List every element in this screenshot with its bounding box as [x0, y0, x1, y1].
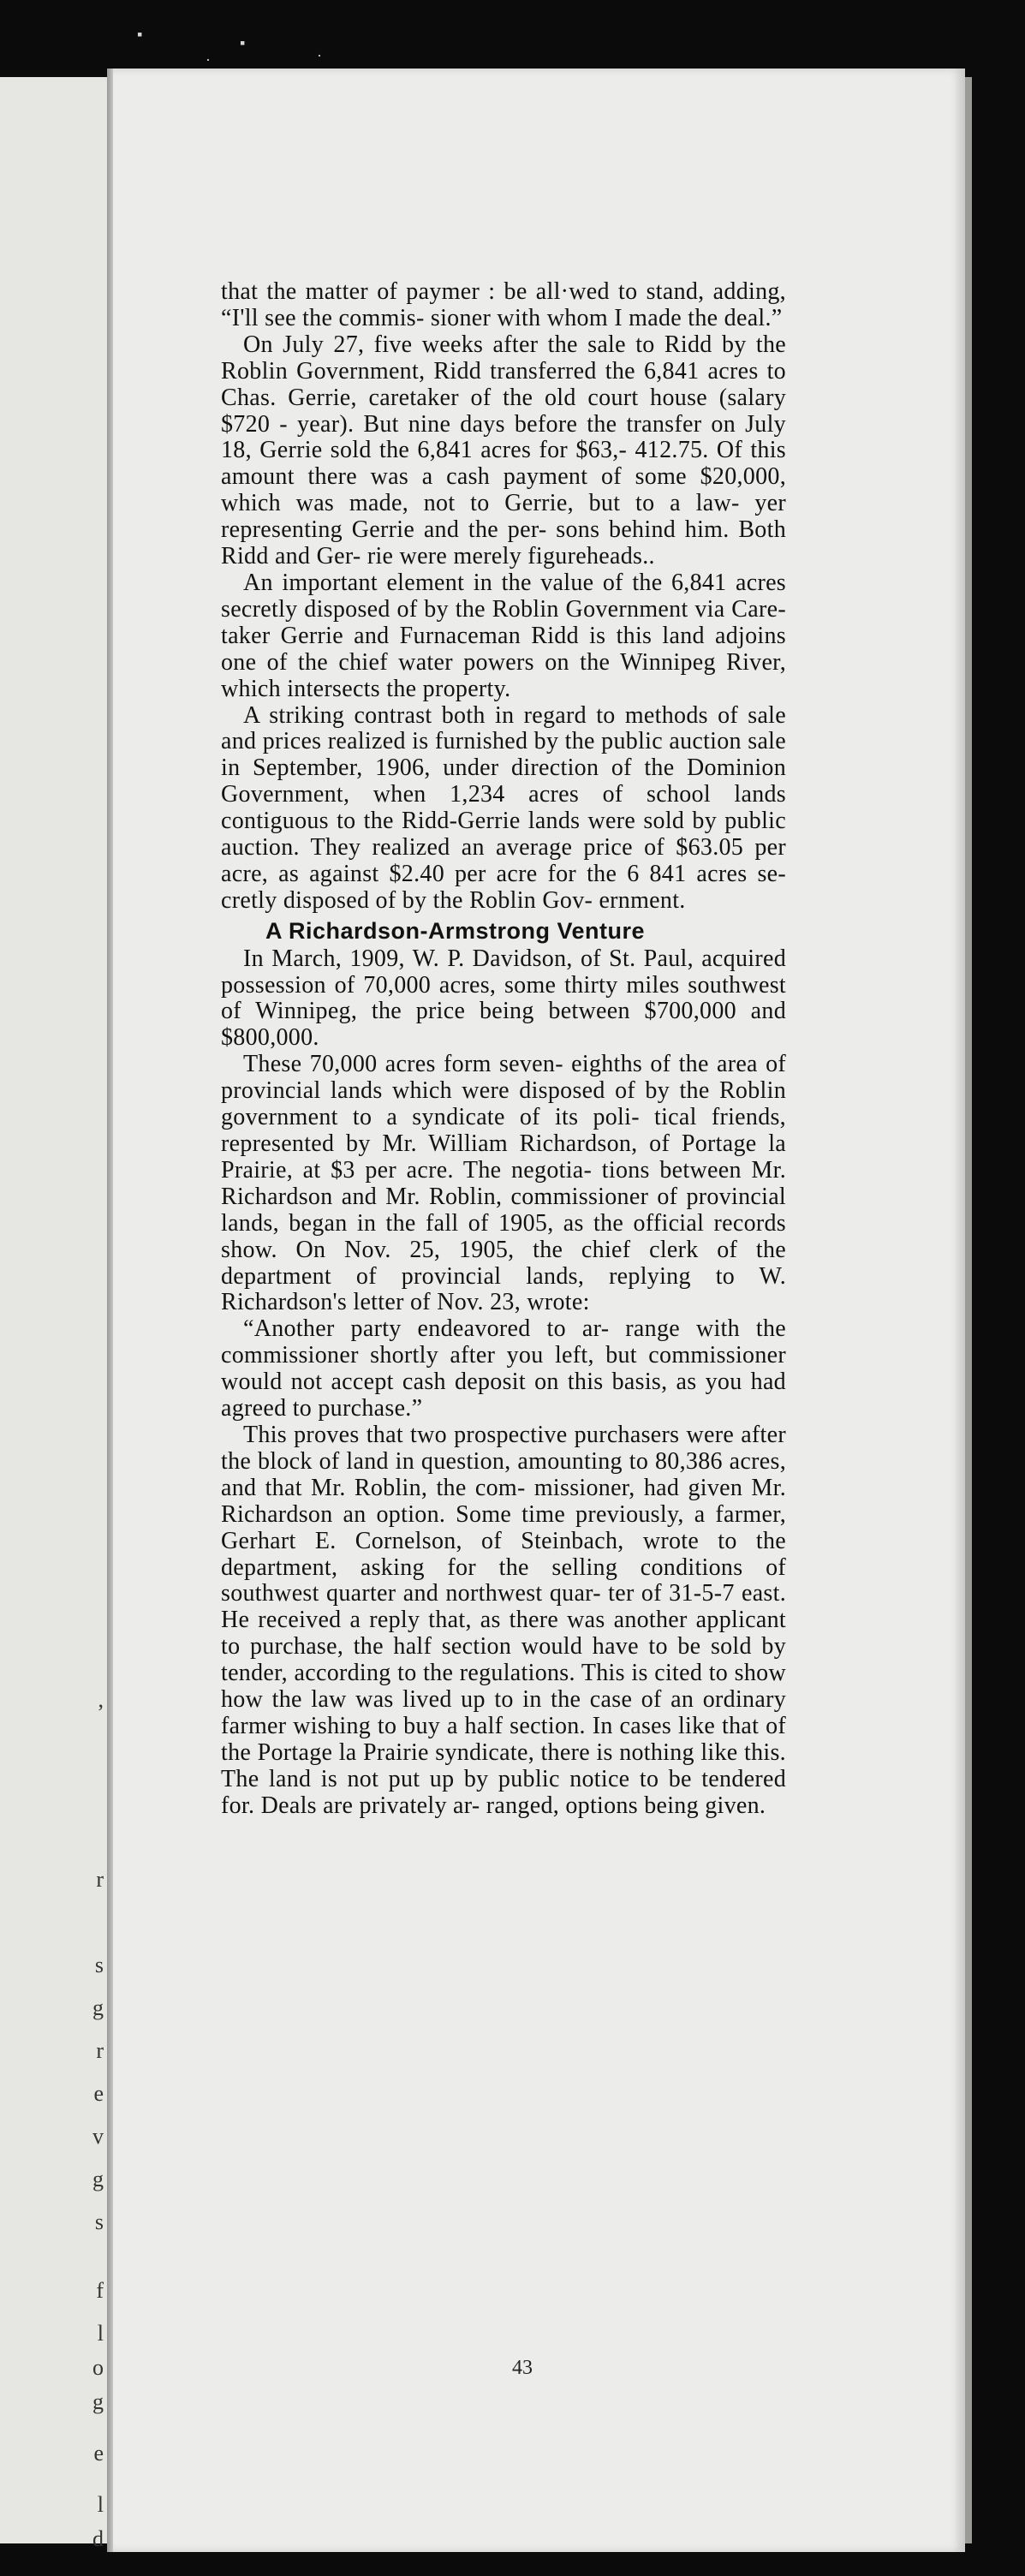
page-number: 43 — [512, 2357, 533, 2379]
paragraph: In March, 1909, W. P. Davidson, of St. Paul, acquired possession of 70,000 acres, some thirty miles southwest of Winnipeg, the price being between $700,000 and $800,000. — [221, 945, 786, 1052]
left-page-margin-marks: , r s g r e v g s f l o g e l d — [92, 1687, 104, 2551]
paragraph: These 70,000 acres form seven- eighths of the area of provincial lands which were disposed of by the Roblin government to a syndicate of its poli- tical friends, represented by Mr. William Richardson, of Portage la Prairie, at $3 per acre. The negotia- tions between Mr. Richardson and Mr. Roblin, commissioner of provincial lands, began in the fall of 1905, as the official records show. On Nov. 25, 1905, the chief clerk of the department of provincial lands, replying to W. Richardson's letter of Nov. 23, wrote: — [221, 1051, 786, 1316]
paragraph: On July 27, five weeks after the sale to Ridd by the Roblin Government, Ridd transferred the 6,841 acres to Chas. Gerrie, caretaker of the old court house (salary $720 - year). But nine days before the transfer on July 18, Gerrie sold the 6,841 acres for $63,- 412.75. Of this amount there was a cash payment of some $20,000, which was made, not to Gerrie, but to a law- yer representing Gerrie and the per- sons behind him. Both Ridd and Ger- rie were merely figureheads.. — [221, 331, 786, 570]
section-heading: A Richardson-Armstrong Venture — [265, 917, 646, 944]
paragraph: A striking contrast both in regard to methods of sale and prices realized is furnished by the public auction sale in September, 1906, under direction of the Dominion Government, when 1,234 acres of school lands contiguous to the Ridd-Gerrie lands were sold by public auction. They realized an average price of $63.05 per acre, as against $2.40 per acre for the 6 841 acres se- cretly disposed of by the Roblin Gov- ernment. — [221, 701, 786, 914]
article-text — [221, 279, 786, 1820]
page-edge-shadow — [965, 77, 972, 2543]
left-page-edge — [0, 77, 109, 2551]
scan-dust: ▪ · ▪ · — [137, 26, 322, 69]
paragraph: An important element in the value of the 6,841 acres secretly disposed of by the Roblin Government via Care- taker Gerrie and Furnaceman Ridd is this land adjoins one of the chief water powers on the Winnipeg River, which intersects the property. — [221, 569, 786, 702]
paragraph: that the matter of paymer : be all·wed to stand, adding, “I'll see the commis- sioner with whom I made the deal.” — [221, 278, 786, 331]
paragraph: “Another party endeavored to ar- range with the commissioner shortly after you left, but commissioner would not accept cash deposit on this basis, as you had agreed to purchase.” — [221, 1315, 786, 1422]
paragraph: This proves that two prospective purchasers were after the block of land in question, amounting to 80,386 acres, and that Mr. Roblin, the com- missioner, had given Mr. Richardson an option. Some time previously, a farmer, Gerhart E. Cornelson, of Steinbach, wrote to the department, asking for the selling conditions of southwest quarter and northwest quar- ter of 31-5-7 east. He received a reply that, as there was another applicant to purchase, the half section would have to be sold by tender, according to the regulations. This is cited to show how the law was lived up to in the case of an ordinary farmer wishing to buy a half section. In cases like that of the Portage la Prairie syndicate, there is nothing like this. The land is not put up by public notice to be tendered for. Deals are privately ar- ranged, options being given. — [221, 1421, 786, 1819]
